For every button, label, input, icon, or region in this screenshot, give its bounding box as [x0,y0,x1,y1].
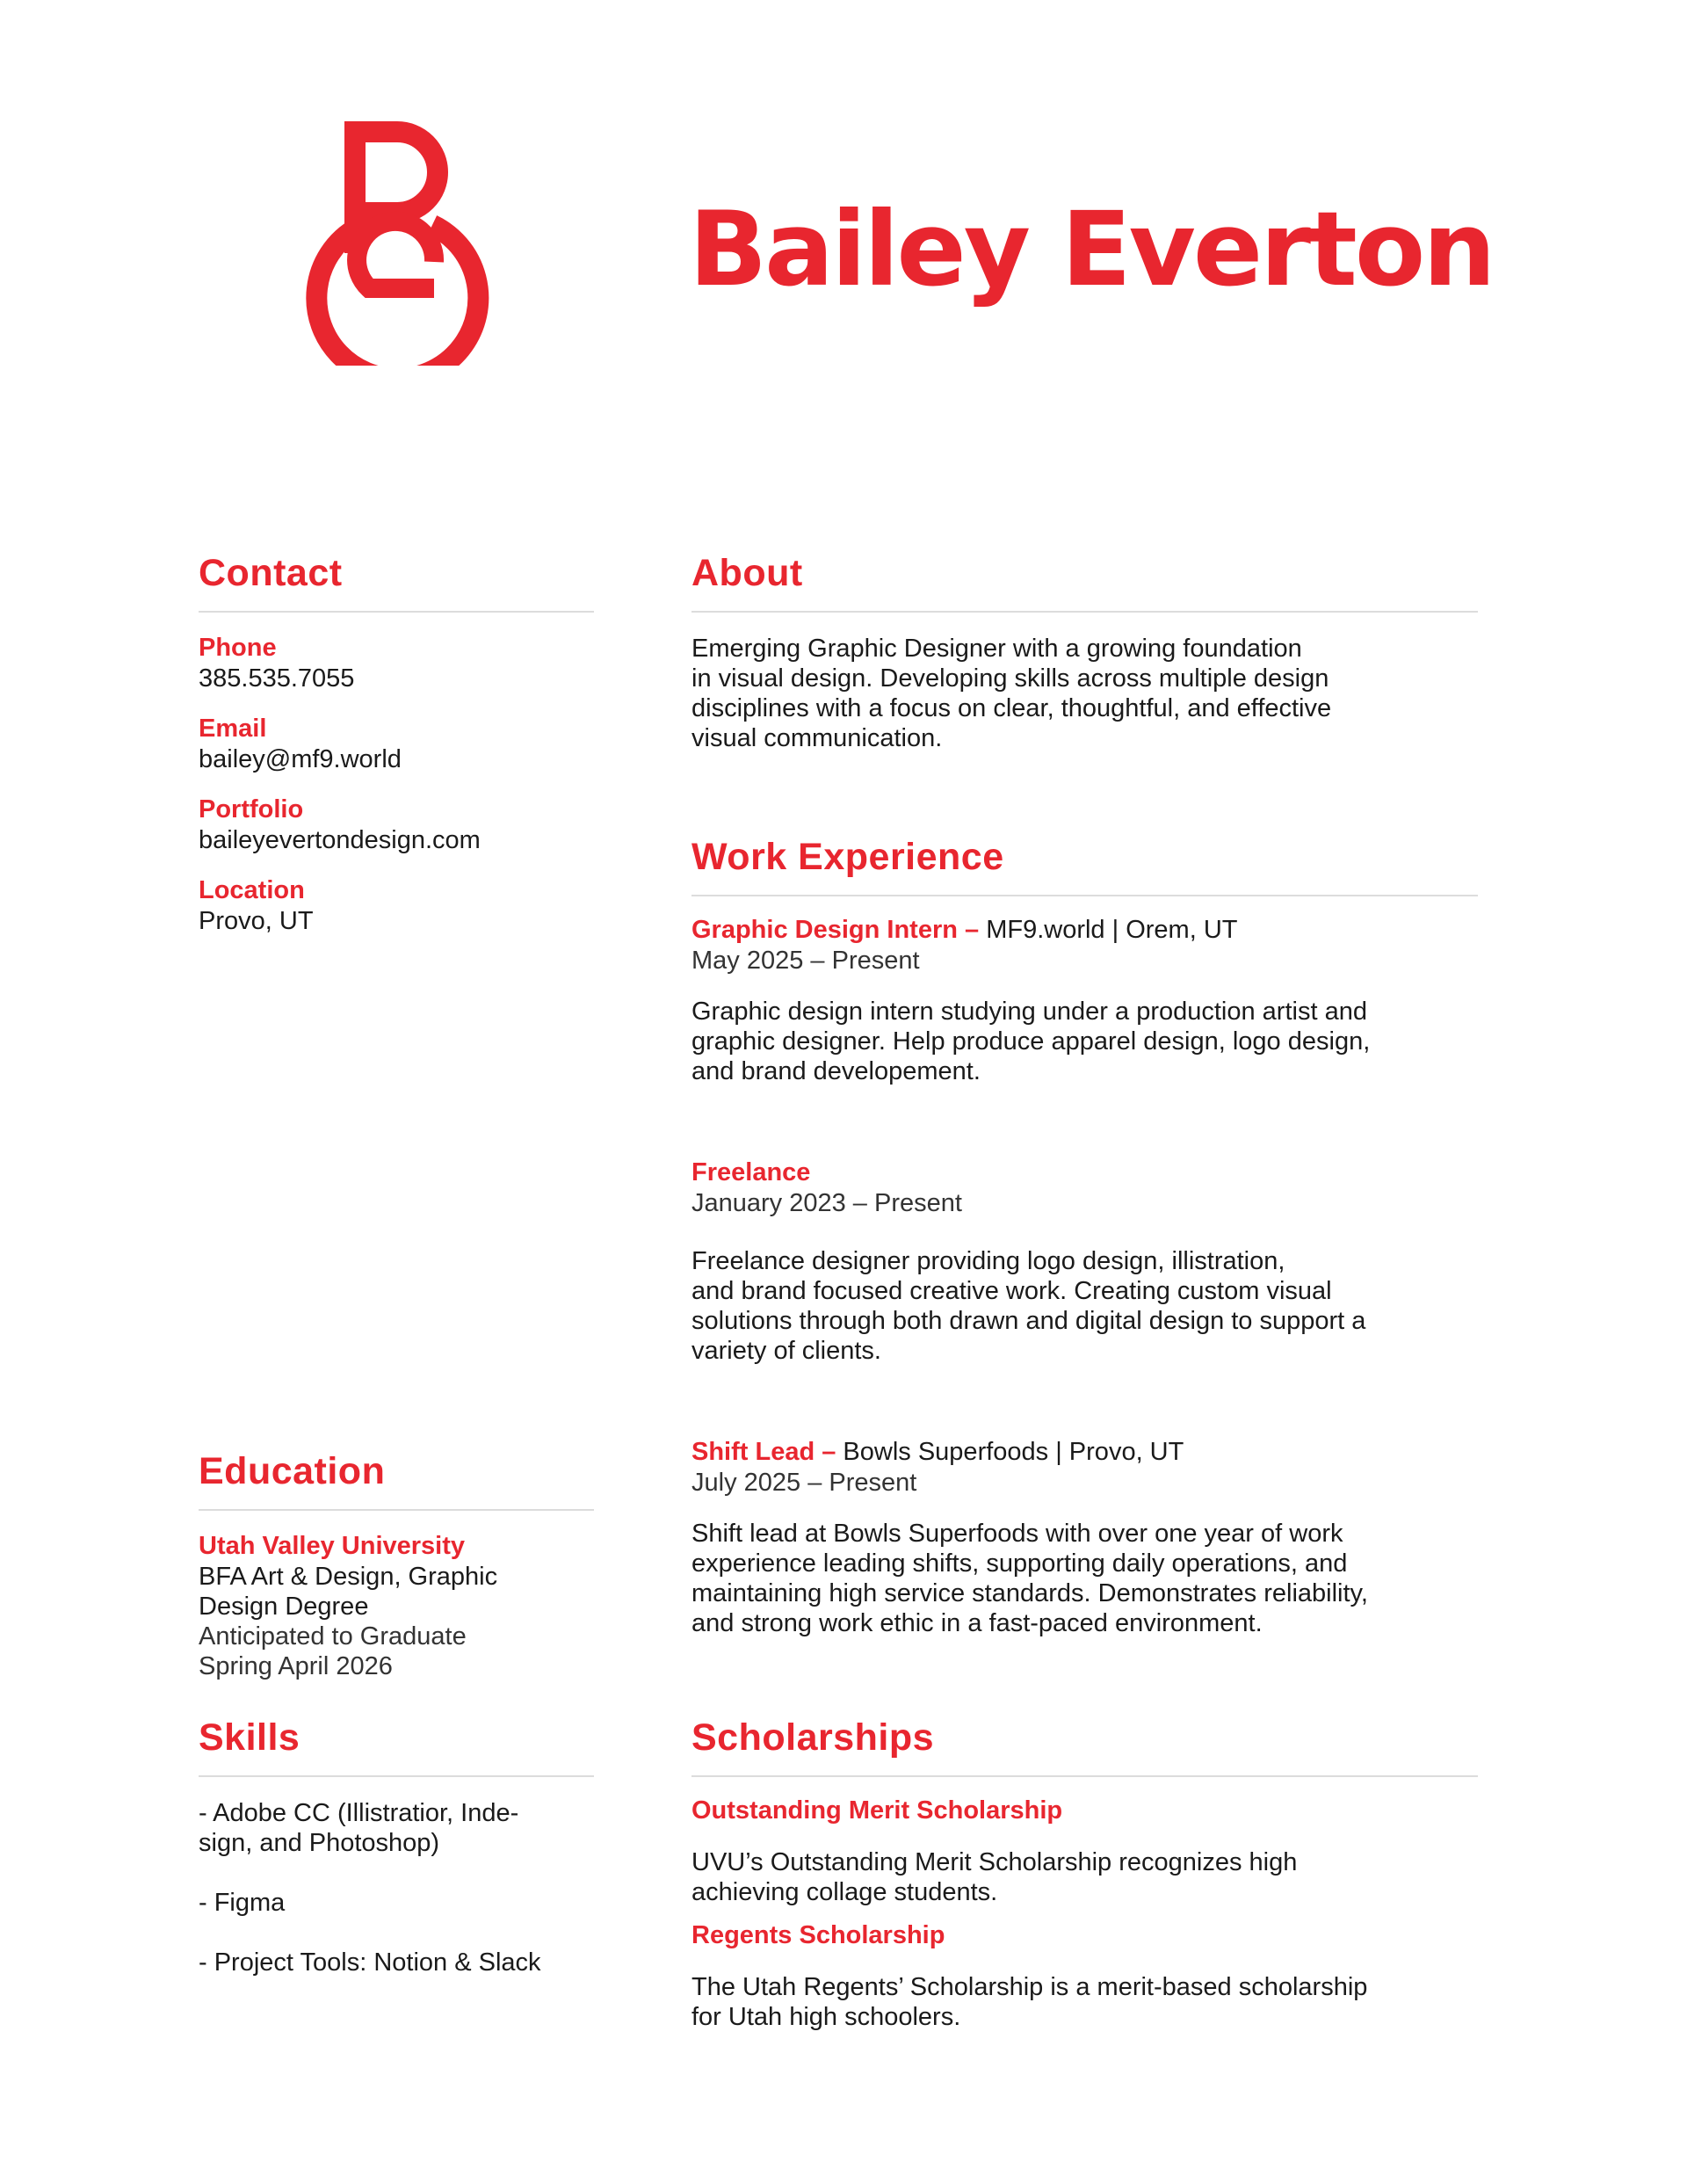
scholarship-entry [691,1919,1478,2032]
graduation-note: Spring April 2026 [199,1652,393,1680]
about-line: Emerging Graphic Designer with a growing foundation [691,635,1302,663]
education-heading: Education [199,1450,594,1511]
portfolio-link[interactable]: baileyevertondesign.com [199,826,481,854]
job-dates: January 2023 – Present [691,1189,962,1217]
job-desc-line: Freelance designer providing logo design, illistration, [691,1247,1285,1275]
work-section [691,836,1478,1638]
job-desc-line: maintaining high service standards. Demonstrates reliability, [691,1579,1368,1607]
job-desc-line: variety of clients. [691,1337,881,1365]
job-title: Graphic Design Intern [691,916,958,944]
email-label: Email [199,715,267,743]
about-section [691,552,1478,753]
work-heading: Work Experience [691,836,1478,896]
job-desc-line: and strong work ethic in a fast-paced environment. [691,1609,1263,1637]
scholarship-title: Regents Scholarship [691,1921,945,1949]
skill-item: - Project Tools: Notion & Slack [199,1948,541,1977]
job-org: MF9.world | Orem, UT [986,916,1238,944]
phone-value[interactable]: 385.535.7055 [199,664,355,693]
job-desc-line: and brand developement. [691,1057,981,1085]
about-line: disciplines with a focus on clear, thoughtful, and effective [691,694,1332,722]
about-heading: About [691,552,1478,613]
job-desc-line: graphic designer. Help produce apparel design, logo design, [691,1027,1371,1056]
scholarships-section [691,1716,1478,2032]
school-name: Utah Valley University [199,1532,466,1560]
job-title: Shift Lead [691,1438,815,1466]
scholarship-entry [691,1795,1478,1907]
scholarships-heading: Scholarships [691,1716,1478,1777]
be-monogram-icon [300,121,489,366]
degree-line: Design Degree [199,1593,369,1621]
scholarship-desc-line: achieving collage students. [691,1878,998,1906]
about-line: in visual design. Developing skills across multiple design [691,664,1329,693]
scholarship-desc-line: UVU’s Outstanding Merit Scholarship recognizes high [691,1848,1298,1876]
about-line: visual communication. [691,724,943,752]
job-dates: July 2025 – Present [691,1469,917,1497]
job-separator: – [815,1438,844,1466]
job-dates: May 2025 – Present [691,947,920,975]
skill-item: - Adobe CC (Illistratior, Inde- [199,1799,519,1827]
page-title: Bailey Everton [689,189,1494,309]
skill-item: - Figma [199,1889,286,1917]
education-section [199,1450,594,1681]
skills-heading: Skills [199,1716,594,1777]
skills-section [199,1716,594,1977]
job-org: Bowls Superfoods | Provo, UT [843,1438,1184,1466]
job-title: Freelance [691,1158,811,1186]
scholarship-title: Outstanding Merit Scholarship [691,1796,1063,1825]
degree-line: BFA Art & Design, Graphic [199,1563,498,1591]
job-desc-line: solutions through both drawn and digital design to support a [691,1307,1366,1335]
location-label: Location [199,876,305,904]
email-value[interactable]: bailey@mf9.world [199,745,402,773]
job-desc-line: Shift lead at Bowls Superfoods with over one year of work [691,1520,1343,1548]
graduation-note: Anticipated to Graduate [199,1622,467,1651]
scholarship-desc-line: The Utah Regents’ Scholarship is a merit-based scholarship [691,1973,1368,2001]
job-entry [691,1157,1478,1366]
skill-item: sign, and Photoshop) [199,1829,440,1857]
job-desc-line: experience leading shifts, supporting daily operations, and [691,1549,1348,1578]
job-separator: – [957,916,987,944]
scholarship-desc-line: for Utah high schoolers. [691,2003,961,2031]
job-entry [691,1436,1478,1638]
phone-label: Phone [199,634,277,662]
contact-section [199,552,594,936]
job-entry [691,914,1478,1086]
job-desc-line: and brand focused creative work. Creating custom visual [691,1277,1332,1305]
job-desc-line: Graphic design intern studying under a production artist and [691,998,1367,1026]
location-value: Provo, UT [199,907,314,935]
contact-heading: Contact [199,552,594,613]
portfolio-label: Portfolio [199,795,304,824]
